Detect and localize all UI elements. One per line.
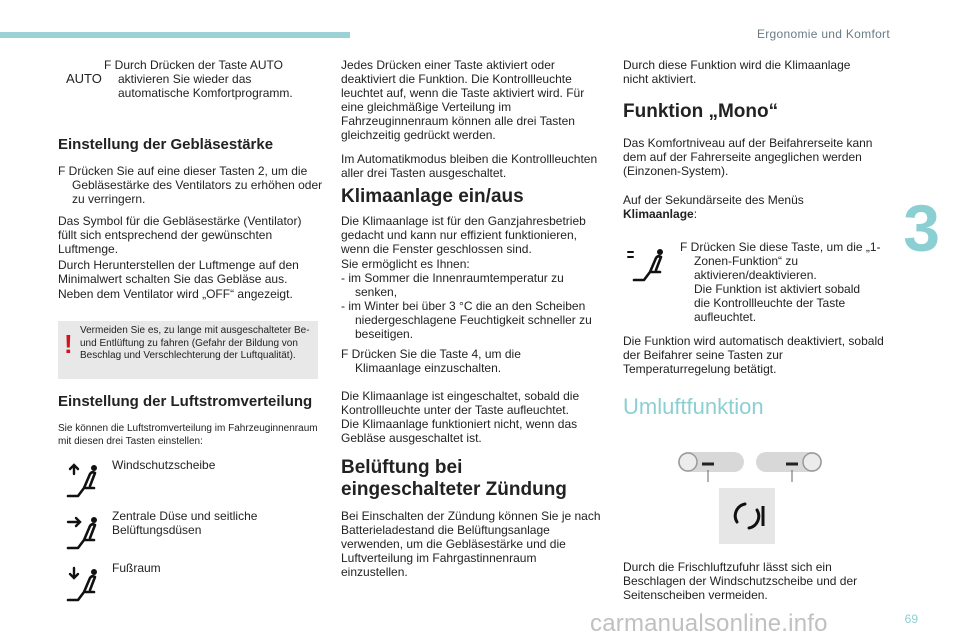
col2-intro: Jedes Drücken einer Taste aktiviert oder deaktiviert die Funktion. Die Kontrollleuchte leuchtet auf, wenn die Taste aktiviert wird. Für eine gleichmäßige Verteilung im Fahrzeuginnenraum können alle drei Tasten gleichzeitig gedrückt werden.	[341, 58, 585, 142]
ac-bullet: F Drücken Sie die Taste 4, um die Klimaanlage einzuschalten.	[341, 347, 521, 375]
ac-list-item-2: - im Winter bei über 3 °C die an den Scheiben niedergeschlagene Feuchtigkeit schneller zu beseitigen.	[341, 299, 592, 341]
ac-paragraph-4: Die Klimaanlage funktioniert nicht, wenn das Gebläse ausgeschaltet ist.	[341, 417, 578, 445]
mono-paragraph-2: Auf der Sekundärseite des Menüs Klimaanlage:	[623, 193, 804, 221]
auto-text: F Durch Drücken der Taste AUTO aktivieren Sie wieder das automatische Komfortprogramm.	[104, 58, 293, 100]
mono-bullet-continuation: Die Funktion ist aktiviert sobald die Kontrollleuchte der Taste aufleuchtet.	[694, 282, 861, 324]
warning-icon: !	[64, 329, 73, 359]
mono-paragraph-1: Das Komfortniveau auf der Beifahrerseite kann dem auf der Fahrerseite angeglichen werden (Einzonen-System).	[623, 136, 873, 178]
recirculation-button-icon	[719, 488, 775, 544]
heading-ventilation: Belüftung bei eingeschalteter Zündung	[341, 457, 567, 500]
auto-label: AUTO	[66, 71, 102, 86]
header-accent-bar	[0, 32, 350, 38]
watermark: carmanualsonline.info	[590, 610, 828, 637]
recirculation-diagram	[670, 444, 830, 484]
heading-recirculation: Umluftfunktion	[623, 394, 764, 419]
heading-blower: Einstellung der Gebläsestärke	[58, 136, 274, 153]
heading-distribution: Einstellung der Luftstromverteilung	[58, 393, 313, 410]
heading-ac: Klimaanlage ein/aus	[341, 186, 524, 207]
warning-text: Vermeiden Sie es, zu lange mit ausgeschalteter Be-und Entlüftung zu fahren (Gefahr der Bildung von Beschlag und Verschlechterung der Luftqualität).	[80, 325, 310, 361]
ac-paragraph-3: Die Klimaanlage ist eingeschaltet, sobald die Kontrollleuchte unter der Taste aufleuchtet.	[341, 389, 580, 417]
distribution-intro: Sie können die Luftstromverteilung im Fahrzeuginnenraum mit diesen drei Tasten einstellen:	[58, 423, 318, 447]
col2-auto-note: Im Automatikmodus bleiben die Kontrollleuchten aller drei Tasten ausgeschaltet.	[341, 152, 598, 180]
blower-paragraph-1: Das Symbol für die Gebläsestärke (Ventilator) füllt sich entsprechend der gewünschten Luftmenge.	[58, 214, 302, 256]
mono-paragraph-3: Die Funktion wird automatisch deaktiviert, sobald der Beifahrer seine Tasten zur Temperaturregelung betätigt.	[623, 334, 884, 376]
section-title: Ergonomie und Komfort	[756, 27, 890, 41]
mono-bullet: F Drücken Sie diese Taste, um die „1-Zonen-Funktion“ zu aktivieren/deaktivieren.	[680, 240, 881, 282]
recirculation-paragraph: Durch die Frischluftzufuhr lässt sich ein Beschlagen der Windschutzscheibe und der Seitenscheiben vermeiden.	[623, 560, 858, 602]
dist-item-windshield: Windschutzscheibe	[112, 458, 216, 472]
ac-paragraph-2: Sie ermöglicht es Ihnen:	[341, 257, 470, 271]
warning-box	[58, 321, 318, 379]
footwell-airflow-icon	[60, 566, 100, 604]
chapter-number: 3	[903, 191, 940, 265]
blower-bullet: F Drücken Sie auf eine dieser Tasten 2, um die Gebläsestärke des Ventilators zu erhöhen oder zu verringern.	[58, 164, 323, 206]
face-vent-airflow-icon	[60, 514, 100, 552]
blower-paragraph-3: Neben dem Ventilator wird „OFF“ angezeigt.	[58, 287, 293, 301]
col3-intro: Durch diese Funktion wird die Klimaanlage nicht aktiviert.	[623, 58, 851, 86]
page-number: 69	[904, 612, 918, 626]
windshield-airflow-icon	[60, 462, 100, 500]
ventilation-paragraph: Bei Einschalten der Zündung können Sie je nach Batterieladestand die Belüftungsanlage verwenden, um die Gebläsestärke und die Luftverteilung im Fahrgastinnenraum einzustellen.	[341, 509, 601, 579]
dist-item-footwell: Fußraum	[112, 561, 161, 575]
ac-list-item-1: - im Sommer die Innenraumtemperatur zu senken,	[341, 271, 564, 299]
heading-mono: Funktion „Mono“	[623, 101, 779, 122]
ac-paragraph-1: Die Klimaanlage ist für den Ganzjahresbetrieb gedacht und kann nur effizient funktionieren, wenn die Fenster geschlossen sind.	[341, 214, 586, 256]
blower-paragraph-2: Durch Herunterstellen der Luftmenge auf den Minimalwert schalten Sie das Gebläse aus.	[58, 258, 299, 286]
mono-seat-icon	[624, 248, 666, 284]
dist-item-central-vents: Zentrale Düse und seitliche Belüftungsdüsen	[112, 509, 258, 537]
